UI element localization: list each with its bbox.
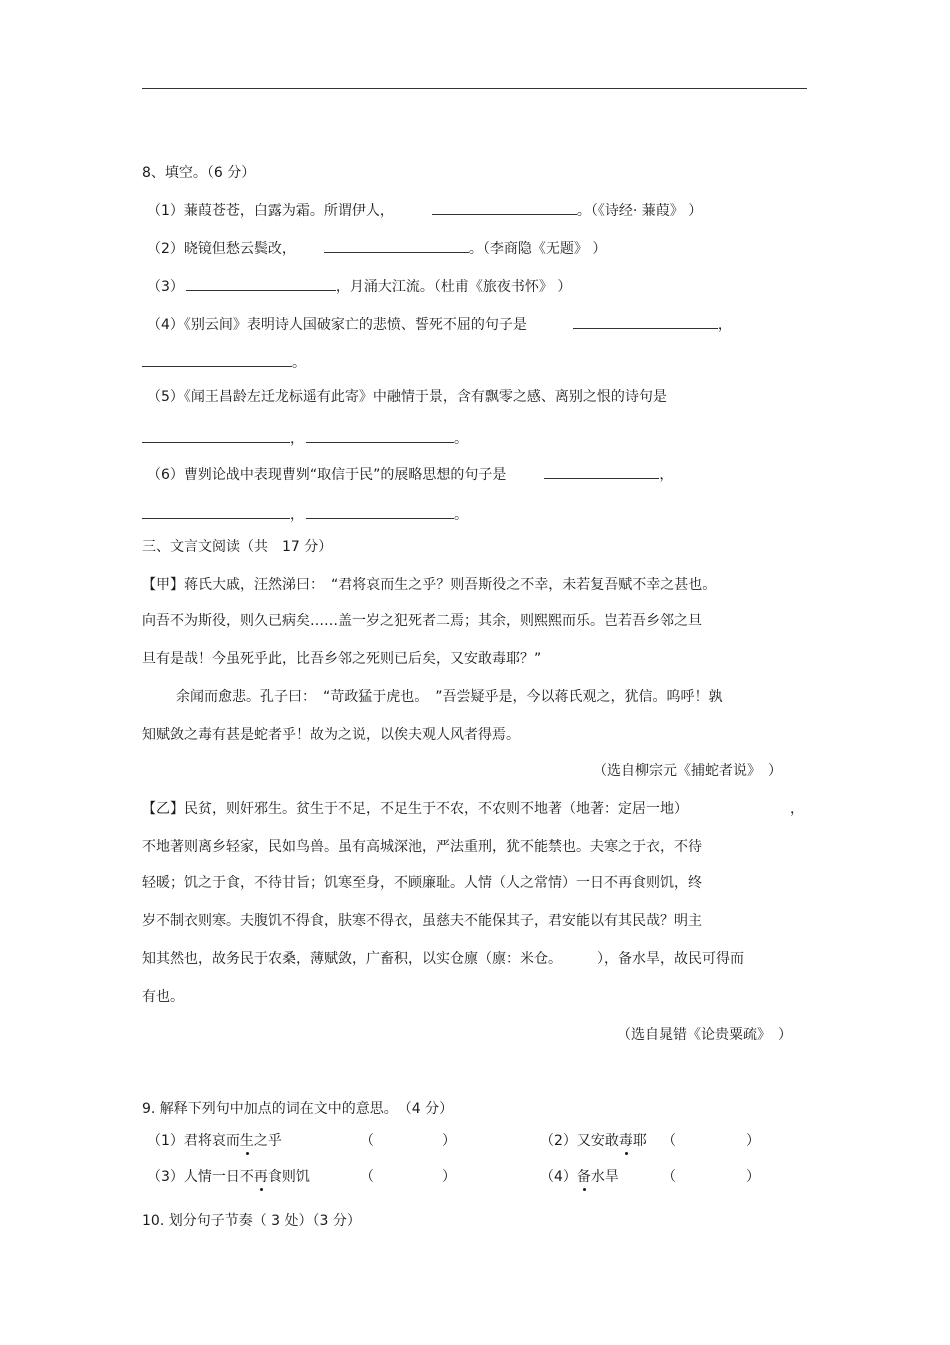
dotted-word: 备: [576, 1169, 591, 1185]
q9-item-4-text: （4）: [540, 1169, 577, 1185]
passage-yi-line: 【乙】民贫，则奸邪生。贫生于不足，不足生于不农，不农则不地著（地著：定居一地）: [142, 801, 688, 817]
header-rule: [142, 88, 807, 89]
passage-jia-line: 向吾不为斯役，则久已病矣……盖一岁之犯死者二焉；其余，则熙熙而乐。岂若吾乡邻之旦: [142, 613, 702, 629]
comma: ，: [290, 431, 304, 447]
comma: ，: [290, 507, 304, 523]
passage-yi-line: 不地著则离乡轻家，民如鸟兽。虽有高城深池，严法重刑，犹不能禁也。夫寒之于衣，不待: [142, 839, 702, 855]
passage-jia-line: 【甲】蒋氏大戚，汪然涕曰： “君将哀而生之乎？则吾斯役之不幸，未若复吾赋不幸之甚也。: [142, 577, 717, 593]
passage-jia-line: 知赋敛之毒有甚是蛇者乎！故为之说，以俟夫观人风者得焉。: [142, 727, 520, 743]
blank-field[interactable]: [142, 504, 290, 519]
answer-paren-open: （: [360, 1169, 374, 1185]
answer-paren-close: ）: [442, 1133, 456, 1149]
answer-paren-open: （: [360, 1133, 374, 1149]
q9-item-2: [540, 1132, 647, 1150]
comma: ，: [659, 467, 674, 483]
passage-jia-line: 余闻而愈悲。孔子曰： “苛政猛于虎也。 ”吾尝疑乎是，今以蒋氏观之，犹信。呜呼！孰: [176, 689, 723, 705]
passage-jia-source: （选自柳宗元《捕蛇者说》 ）: [593, 763, 782, 779]
q9-title: 9. 解释下列句中加点的词在文中的意思。 （4 分）: [142, 1101, 454, 1117]
q9-item-1-text: （1）君将哀而: [147, 1133, 240, 1149]
passage-yi-line: 轻暖；饥之于食，不待甘旨；饥寒至身，不顾廉耻。人情（人之常情）一日不再食则饥，终: [142, 875, 702, 891]
period: 。: [454, 431, 468, 447]
answer-paren-close: ）: [442, 1169, 456, 1185]
blank-field[interactable]: [186, 276, 336, 291]
passage-yi-line-end: ，: [790, 801, 804, 817]
answer-paren-close: ）: [746, 1133, 760, 1149]
blank-field[interactable]: [142, 352, 292, 367]
blank-field[interactable]: [306, 428, 454, 443]
q8-item-1-source: 。（《诗经· 蒹葭》 ）: [576, 203, 703, 219]
answer-paren-open: （: [662, 1133, 676, 1149]
passage-yi-source: （选自晁错《论贵粟疏》 ）: [617, 1027, 792, 1043]
comma: ，: [717, 317, 732, 333]
dotted-word: 生: [239, 1133, 254, 1149]
q8-item-4: [147, 314, 732, 334]
q8-item-5: （5）《闻王昌龄左迁龙标遥有此寄》中融情于景，含有飘零之感、离别之恨的诗句是: [147, 389, 667, 405]
q9-item-2-text: （2）又安敢: [540, 1133, 619, 1149]
section-3-title: 三、文言文阅读（共 17 分）: [142, 539, 333, 555]
period: 。: [454, 507, 468, 523]
passage-yi-line: 知其然也，故务民于农桑，薄赋敛，广畜积，以实仓廪（廪：米仓。 ），备水旱，故民可得而: [142, 951, 744, 967]
q8-item-5-cont: [142, 428, 468, 448]
q8-item-4-cont: [142, 352, 306, 372]
q8-item-3-text: ，月涌大江流。（杜甫《旅夜书怀》 ）: [335, 279, 572, 295]
q9-item-3: [147, 1168, 310, 1186]
answer-paren-close: ）: [746, 1169, 760, 1185]
q9-item-1: [147, 1132, 282, 1150]
q8-title: 8、填空。（6 分）: [142, 165, 256, 181]
passage-jia-line: 旦有是哉！今虽死乎此，比吾乡邻之死则已后矣，又安敢毒耶？”: [142, 651, 542, 667]
period: 。: [292, 355, 306, 371]
q9-item-2-text-end: 耶: [632, 1133, 647, 1149]
answer-paren-open: （: [662, 1169, 676, 1185]
blank-field[interactable]: [306, 504, 454, 519]
q9-item-3-text-end: 食则饥: [267, 1169, 310, 1185]
q9-item-1-text-end: 之乎: [253, 1133, 282, 1149]
dotted-word: 再: [253, 1169, 268, 1185]
blank-field[interactable]: [324, 238, 469, 253]
q8-item-6: [147, 464, 673, 484]
q8-item-2: [147, 238, 606, 258]
dotted-word: 毒: [618, 1133, 633, 1149]
q8-item-3: [147, 276, 571, 296]
q8-item-2-source: 。（李商隐《无题》 ）: [468, 241, 607, 257]
q9-item-4-text-end: 水旱: [590, 1169, 619, 1185]
q9-item-3-text: （3）人情一日不: [147, 1169, 254, 1185]
passage-yi-line: 有也。: [142, 989, 184, 1005]
blank-field[interactable]: [142, 428, 290, 443]
q8-item-6-text: （6）曹刿论战中表现曹刿“取信于民”的展略思想的句子是: [147, 467, 507, 483]
blank-field[interactable]: [432, 200, 577, 215]
q8-item-6-cont: [142, 504, 468, 524]
q8-item-2-text: （2）晓镜但愁云鬓改，: [147, 241, 296, 257]
q8-item-3-num: （3）: [147, 279, 184, 295]
blank-field[interactable]: [544, 464, 659, 479]
q8-item-1: [147, 200, 702, 220]
q9-item-4: [540, 1168, 619, 1186]
q10-title: 10. 划分句子节奏（ 3 处）（3 分）: [142, 1213, 361, 1229]
passage-yi-line: 岁不制衣则寒。夫腹饥不得食，肤寒不得衣，虽慈夫不能保其子，君安能以有其民哉？明主: [142, 913, 702, 929]
q8-item-1-text: （1）蒹葭苍苍，白露为霜。所谓伊人，: [147, 203, 394, 219]
q8-item-4-text: （4）《别云间》表明诗人国破家亡的悲愤、誓死不屈的句子是: [147, 317, 527, 333]
blank-field[interactable]: [573, 314, 718, 329]
